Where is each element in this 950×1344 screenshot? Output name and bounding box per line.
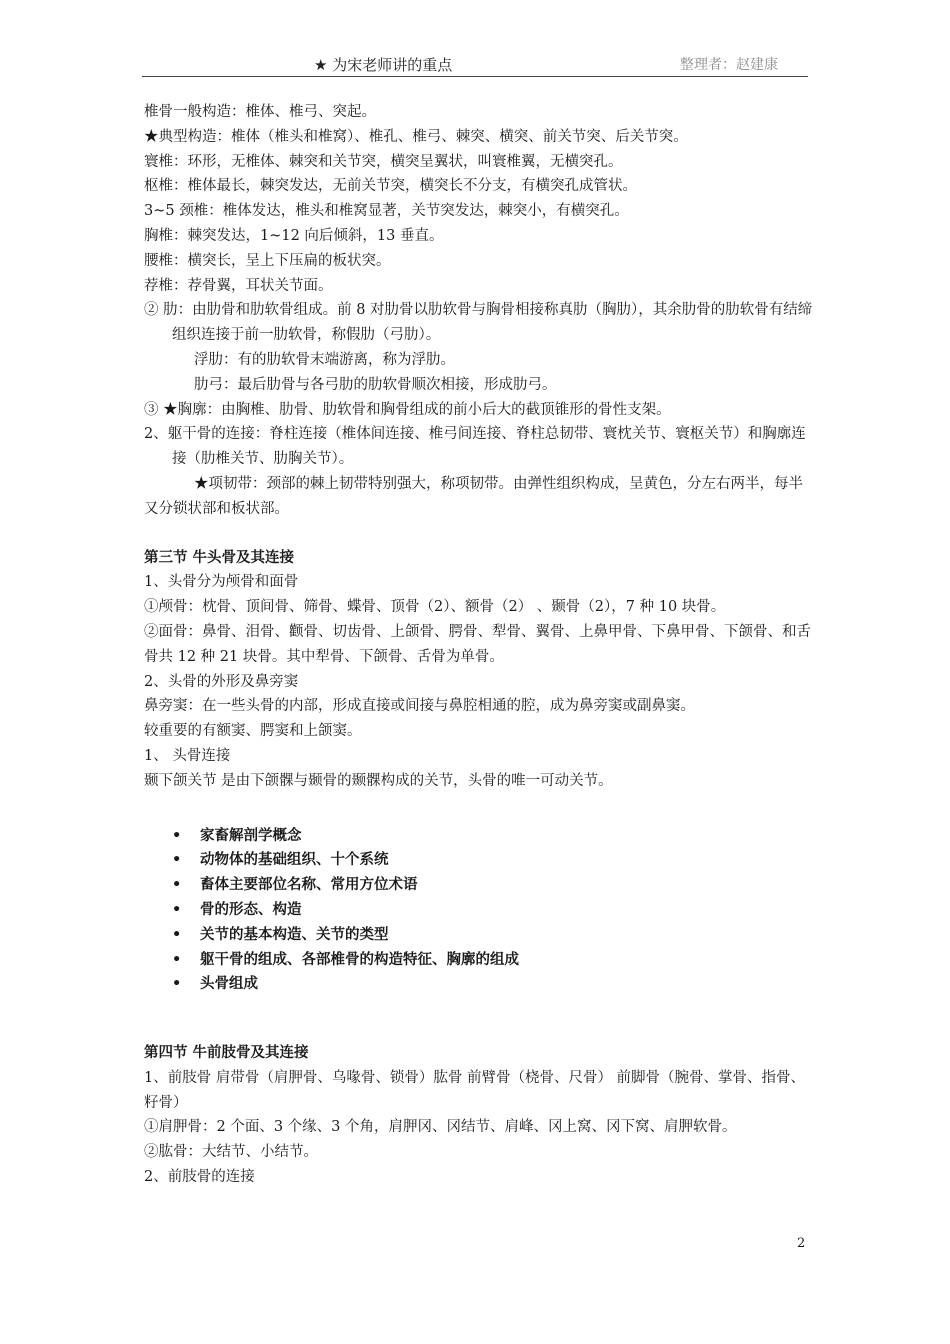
list-item: • 关节的基本构造、关节的类型 (172, 926, 389, 943)
text-line: ①颅骨：枕骨、顶间骨、筛骨、蝶骨、顶骨（2）、额骨（2） 、颞骨（2），7 种 10 块骨。 (144, 599, 726, 616)
text-paragraph: 2、躯干骨的连接：脊柱连接（椎体间连接、椎弓间连接、脊柱总韧带、寰枕关节、寰枢关节）和胸廓连接（肋椎关节、肋胸关节）。 (144, 426, 806, 468)
key-points-list (144, 824, 816, 998)
text-line: 3~5 颈椎：椎体发达，椎头和椎窝显著，关节突发达，棘突小，有横突孔。 (144, 203, 629, 220)
list-item: • 躯干骨的组成、各部椎骨的构造特征、胸廓的组成 (172, 951, 519, 968)
page-header (142, 52, 808, 77)
list-item: • 畜体主要部位名称、常用方位术语 (172, 877, 418, 894)
text-line: 鼻旁窦：在一些头骨的内部，形成直接或间接与鼻腔相通的腔，成为鼻旁窦或副鼻窦。 (144, 698, 695, 715)
text-line: ②肱骨：大结节、小结节。 (144, 1144, 318, 1161)
list-item: • 头骨组成 (172, 976, 258, 993)
section-title: 第四节 牛前肢骨及其连接 (144, 1045, 309, 1062)
text-line: 浮肋：有的肋软骨末端游离，称为浮肋。 (194, 351, 455, 368)
text-paragraph: 1、前肢骨 肩带骨（肩胛骨、乌喙骨、锁骨）肱骨 前臂骨（桡骨、尺骨） 前脚骨（腕骨、掌骨、指骨、籽骨） (144, 1069, 806, 1111)
text-line: 椎骨一般构造：椎体、椎弓、突起。 (144, 104, 376, 120)
text-line: 1、 头骨连接 (144, 747, 231, 764)
text-line: ★典型构造：椎体（椎头和椎窝）、椎孔、椎弓、棘突、横突、前关节突、后关节突。 (144, 128, 688, 145)
text-line: 2、前肢骨的连接 (144, 1169, 255, 1186)
text-line: 较重要的有额窦、腭窦和上颌窦。 (144, 723, 362, 740)
text-line: 腰椎：横突长，呈上下压扁的板状突。 (144, 252, 391, 269)
page-number: 2 (797, 1236, 806, 1251)
text-paragraph: ② 肋：由肋骨和肋软骨组成。前 8 对肋骨以肋软骨与胸骨相接称真肋（胸肋），其余肋骨的肋软骨有结缔组织连接于前一肋软骨，称假肋（弓肋）。 (144, 302, 813, 344)
text-line: 颞下颌关节 是由下颌髁与颞骨的颞髁构成的关节，头骨的唯一可动关节。 (144, 772, 613, 789)
section-title: 第三节 牛头骨及其连接 (144, 549, 295, 566)
text-line: 枢椎：椎体最长，棘突发达，无前关节突，横突长不分支，有横突孔成管状。 (144, 178, 637, 195)
text-line: ①肩胛骨：2 个面、3 个缘、3 个角，肩胛冈、冈结节、肩峰、冈上窝、冈下窝、肩胛软骨。 (144, 1119, 737, 1136)
header-editor: 整理者：赵建康 (680, 57, 778, 73)
text-line: 肋弓：最后肋骨与各弓肋的肋软骨顺次相接，形成肋弓。 (194, 376, 557, 393)
text-line: ③ ★胸廓：由胸椎、肋骨、肋软骨和胸骨组成的前小后大的截顶锥形的骨性支架。 (144, 401, 671, 418)
text-paragraph: ②面骨：鼻骨、泪骨、颧骨、切齿骨、上颌骨、腭骨、犁骨、翼骨、上鼻甲骨、下鼻甲骨、下颌骨、和舌骨共 12 种 21 块骨。其中犁骨、下颌骨、舌骨为单骨。 (144, 623, 811, 665)
text-line: 寰椎：环形，无椎体、棘突和关节突，横突呈翼状，叫寰椎翼，无横突孔。 (144, 153, 623, 170)
text-paragraph: ★项韧带：颈部的棘上韧带特别强大，称项韧带。由弹性组织构成，呈黄色，分左右两半，每半又分锁状部和板状部。 (144, 475, 803, 517)
document-body (144, 100, 816, 1190)
text-line: 荐椎：荐骨翼，耳状关节面。 (144, 277, 333, 294)
text-line: 2、头骨的外形及鼻旁窦 (144, 673, 299, 690)
text-line: 胸椎：棘突发达，1~12 向后倾斜，13 垂直。 (144, 227, 444, 244)
text-line: 1、头骨分为颅骨和面骨 (144, 574, 299, 591)
list-item: • 动物体的基础组织、十个系统 (172, 852, 389, 869)
header-title: ★ 为宋老师讲的重点 (314, 56, 453, 74)
list-item: • 家畜解剖学概念 (172, 827, 302, 844)
list-item: • 骨的形态、构造 (172, 901, 302, 918)
